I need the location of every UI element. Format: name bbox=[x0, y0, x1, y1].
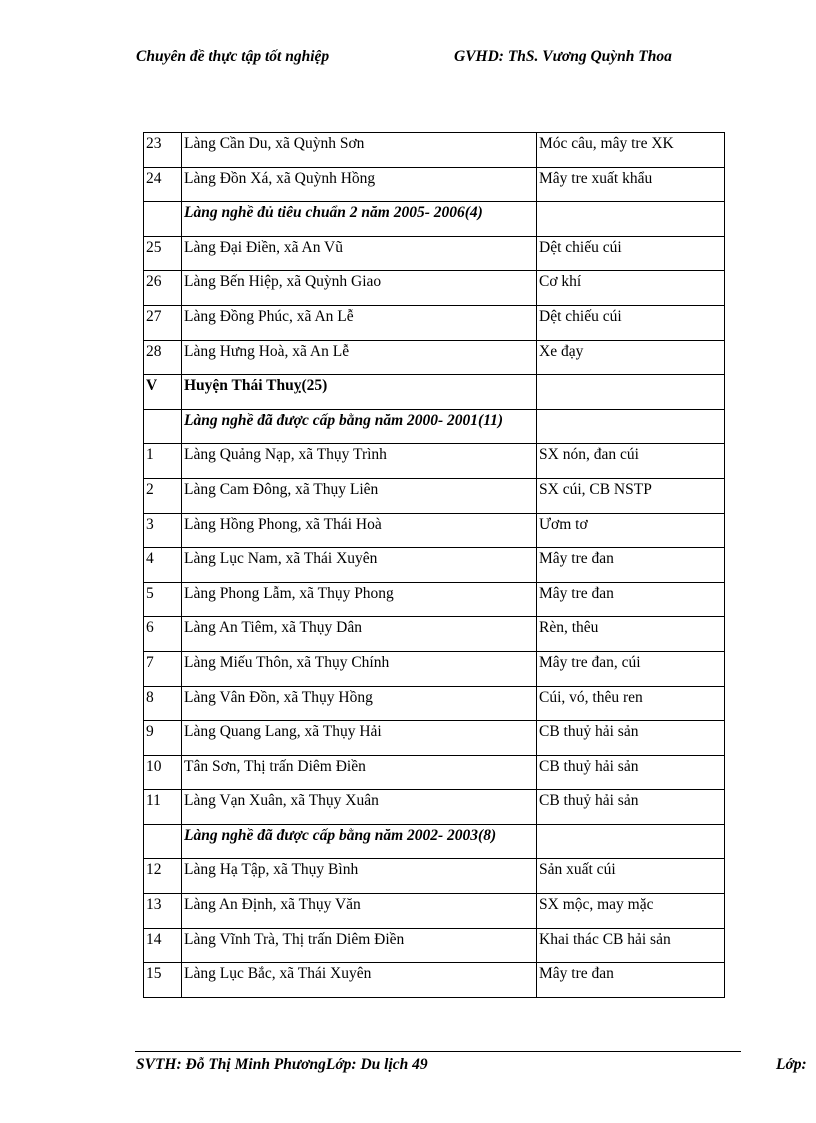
craft-type: Mây tre đan bbox=[537, 548, 725, 583]
row-number: 23 bbox=[144, 133, 182, 168]
table-row bbox=[144, 478, 725, 513]
village-name: Tân Sơn, Thị trấn Diêm Điền bbox=[182, 755, 537, 790]
page-footer bbox=[136, 1056, 816, 1078]
craft-type: CB thuỷ hải sản bbox=[537, 790, 725, 825]
row-number: 3 bbox=[144, 513, 182, 548]
row-number: 9 bbox=[144, 721, 182, 756]
craft-type: Dệt chiếu cúi bbox=[537, 236, 725, 271]
craft-type: Rèn, thêu bbox=[537, 617, 725, 652]
table-row bbox=[144, 894, 725, 929]
craft-type: Cơ khí bbox=[537, 271, 725, 306]
footer-class: Lớp: bbox=[776, 1056, 807, 1073]
craft-type: Mây tre đan, cúi bbox=[537, 651, 725, 686]
village-name: Làng nghề đã được cấp bằng năm 2002- 2003(8) bbox=[182, 824, 537, 859]
section-heading-row bbox=[144, 824, 725, 859]
village-name: Làng Hồng Phong, xã Thái Hoà bbox=[182, 513, 537, 548]
table-row bbox=[144, 167, 725, 202]
table-row bbox=[144, 236, 725, 271]
village-name: Làng Lục Nam, xã Thái Xuyên bbox=[182, 548, 537, 583]
table-row bbox=[144, 617, 725, 652]
footer-divider bbox=[135, 1051, 741, 1052]
village-name: Làng Quảng Nạp, xã Thụy Trình bbox=[182, 444, 537, 479]
craft-type: CB thuỷ hải sản bbox=[537, 755, 725, 790]
table-row bbox=[144, 271, 725, 306]
craft-type: Dệt chiếu cúi bbox=[537, 305, 725, 340]
row-number: 6 bbox=[144, 617, 182, 652]
craft-type: Ươm tơ bbox=[537, 513, 725, 548]
district-row bbox=[144, 375, 725, 410]
row-number: 1 bbox=[144, 444, 182, 479]
village-name: Làng Vân Đồn, xã Thụy Hồng bbox=[182, 686, 537, 721]
village-name: Làng An Định, xã Thụy Văn bbox=[182, 894, 537, 929]
craft-type: SX nón, đan cúi bbox=[537, 444, 725, 479]
village-name: Làng Miếu Thôn, xã Thụy Chính bbox=[182, 651, 537, 686]
craft-type bbox=[537, 409, 725, 444]
table-row bbox=[144, 755, 725, 790]
village-name: Huyện Thái Thuỵ(25) bbox=[182, 375, 537, 410]
row-number bbox=[144, 202, 182, 237]
header-title: Chuyên đề thực tập tốt nghiệp bbox=[136, 48, 330, 65]
table-row bbox=[144, 686, 725, 721]
page-header bbox=[136, 48, 716, 70]
craft-type: Mây tre xuất khẩu bbox=[537, 167, 725, 202]
row-number: 28 bbox=[144, 340, 182, 375]
village-name: Làng nghề đã được cấp bằng năm 2000- 2001(11) bbox=[182, 409, 537, 444]
village-name: Làng nghề đủ tiêu chuẩn 2 năm 2005- 2006(4) bbox=[182, 202, 537, 237]
section-heading-row bbox=[144, 409, 725, 444]
village-name: Làng Vĩnh Trà, Thị trấn Diêm Điền bbox=[182, 928, 537, 963]
craft-type: Sản xuất cúi bbox=[537, 859, 725, 894]
table-row bbox=[144, 444, 725, 479]
row-number: 10 bbox=[144, 755, 182, 790]
craft-type: SX cúi, CB NSTP bbox=[537, 478, 725, 513]
row-number bbox=[144, 824, 182, 859]
craft-type: CB thuỷ hải sản bbox=[537, 721, 725, 756]
row-number: 5 bbox=[144, 582, 182, 617]
craft-type: Mây tre đan bbox=[537, 963, 725, 998]
craft-type bbox=[537, 375, 725, 410]
village-name: Làng Cần Du, xã Quỳnh Sơn bbox=[182, 133, 537, 168]
village-name: Làng Cam Đông, xã Thụy Liên bbox=[182, 478, 537, 513]
craft-village-table bbox=[143, 132, 725, 998]
craft-type: Khai thác CB hải sản bbox=[537, 928, 725, 963]
village-name: Làng Quang Lang, xã Thụy Hải bbox=[182, 721, 537, 756]
village-name: Làng Đại Điền, xã An Vũ bbox=[182, 236, 537, 271]
craft-type: Cúi, vó, thêu ren bbox=[537, 686, 725, 721]
table-row bbox=[144, 582, 725, 617]
craft-type: Móc câu, mây tre XK bbox=[537, 133, 725, 168]
village-name: Làng Hạ Tập, xã Thụy Bình bbox=[182, 859, 537, 894]
table-row bbox=[144, 548, 725, 583]
table-row bbox=[144, 133, 725, 168]
row-number: 8 bbox=[144, 686, 182, 721]
row-number: 26 bbox=[144, 271, 182, 306]
table-row bbox=[144, 340, 725, 375]
row-number: 2 bbox=[144, 478, 182, 513]
craft-type: Xe đạy bbox=[537, 340, 725, 375]
header-advisor: GVHD: ThS. Vương Quỳnh Thoa bbox=[454, 48, 672, 65]
table-row bbox=[144, 721, 725, 756]
village-name: Làng Đồn Xá, xã Quỳnh Hồng bbox=[182, 167, 537, 202]
table-row bbox=[144, 963, 725, 998]
craft-type: SX mộc, may mặc bbox=[537, 894, 725, 929]
village-name: Làng Lục Bắc, xã Thái Xuyên bbox=[182, 963, 537, 998]
row-number: 14 bbox=[144, 928, 182, 963]
row-number: 27 bbox=[144, 305, 182, 340]
row-number: V bbox=[144, 375, 182, 410]
village-name: Làng Đồng Phúc, xã An Lễ bbox=[182, 305, 537, 340]
village-name: Làng Vạn Xuân, xã Thụy Xuân bbox=[182, 790, 537, 825]
village-name: Làng Hưng Hoà, xã An Lễ bbox=[182, 340, 537, 375]
table-row bbox=[144, 928, 725, 963]
row-number: 7 bbox=[144, 651, 182, 686]
table-row bbox=[144, 651, 725, 686]
craft-type: Mây tre đan bbox=[537, 582, 725, 617]
table-row bbox=[144, 305, 725, 340]
village-name: Làng An Tiêm, xã Thụy Dân bbox=[182, 617, 537, 652]
row-number: 24 bbox=[144, 167, 182, 202]
row-number: 13 bbox=[144, 894, 182, 929]
craft-type bbox=[537, 824, 725, 859]
village-name: Làng Phong Lẫm, xã Thụy Phong bbox=[182, 582, 537, 617]
table-row bbox=[144, 859, 725, 894]
craft-type bbox=[537, 202, 725, 237]
row-number: 4 bbox=[144, 548, 182, 583]
table-row bbox=[144, 790, 725, 825]
row-number bbox=[144, 409, 182, 444]
village-name: Làng Bến Hiệp, xã Quỳnh Giao bbox=[182, 271, 537, 306]
section-heading-row bbox=[144, 202, 725, 237]
row-number: 11 bbox=[144, 790, 182, 825]
row-number: 15 bbox=[144, 963, 182, 998]
table-row bbox=[144, 513, 725, 548]
row-number: 12 bbox=[144, 859, 182, 894]
footer-student: SVTH: Đỗ Thị Minh PhươngLớp: Du lịch 49 bbox=[136, 1056, 428, 1073]
row-number: 25 bbox=[144, 236, 182, 271]
